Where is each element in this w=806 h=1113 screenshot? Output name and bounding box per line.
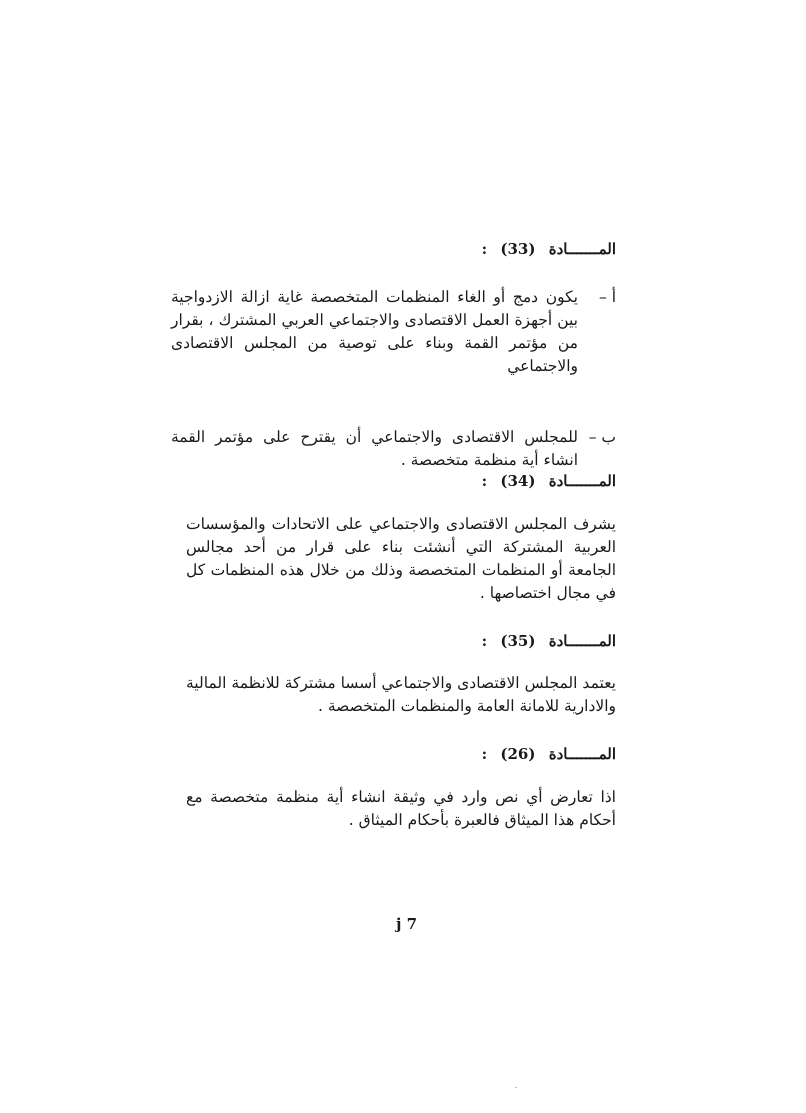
article-heading-word: المـــــــادة xyxy=(548,472,616,490)
scan-speck xyxy=(515,1087,517,1088)
item-text: للمجلس الاقتصادى والاجتماعي أن يقترح على مؤتمر القمة انشاء أية منظمة متخصصة . xyxy=(171,428,578,469)
article-heading-word: المـــــــادة xyxy=(548,240,616,258)
article-34-heading xyxy=(482,472,616,490)
article-number: (33) xyxy=(500,240,536,258)
article-26-text: اذا تعارض أي نص وارد في وثيقة انشاء أية منظمة متخصصة مع أحكام هذا الميثاق فالعبرة بأحكام الميثاق . xyxy=(186,788,616,829)
article-33-heading xyxy=(482,240,616,258)
article-heading-word: المـــــــادة xyxy=(548,745,616,763)
article-34-text: يشرف المجلس الاقتصادى والاجتماعي على الاتحادات والمؤسسات العربية المشتركة التي أنشئت بناء على قرار من أحد مجالس الجامعة أو المنظمات المتخصصة وذلك من خلال هذه المنظمات كل في مجال اختصاصها . xyxy=(186,515,616,602)
article-colon: : xyxy=(481,472,488,490)
article-26-heading xyxy=(482,745,616,763)
article-number: (34) xyxy=(500,472,536,490)
article-35-text: يعتمد المجلس الاقتصادى والاجتماعي أسسا مشتركة للانظمة المالية والادارية للامانة العامة والمنظمات المتخصصة . xyxy=(186,674,616,715)
item-marker: أ – xyxy=(599,288,616,306)
item-text: يكون دمج أو الغاء المنظمات المتخصصة غاية ازالة الازدواجية بين أجهزة العمل الاقتصادى والاجتماعي العربي المشترك ، بقرار من مؤتمر القمة وبناء على توصية من المجلس الاقتصادى والاجتماعي xyxy=(171,288,578,375)
article-colon: : xyxy=(481,745,488,763)
article-colon: : xyxy=(481,240,488,258)
article-33-item-a xyxy=(171,286,616,378)
article-number: (35) xyxy=(500,632,536,650)
page-number: j 7 xyxy=(396,915,418,933)
article-colon: : xyxy=(481,632,488,650)
article-heading-word: المـــــــادة xyxy=(548,632,616,650)
article-35-heading xyxy=(482,632,616,650)
article-33-item-b xyxy=(171,426,616,472)
article-number: (26) xyxy=(500,745,536,763)
item-marker: ب – xyxy=(588,428,616,446)
